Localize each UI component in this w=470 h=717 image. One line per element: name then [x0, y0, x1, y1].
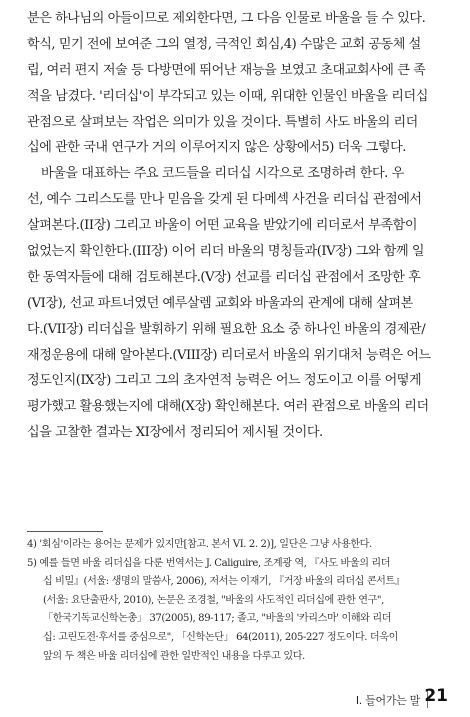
body-line: 다.(VII장) 리더십을 발휘하기 위해 필요한 요소 중 하나인 바울의 경제관/	[27, 321, 426, 337]
body-line: 평가했고 활용했는지에 대해(X장) 확인해본다. 여러 관점으로 바울의 리더	[27, 399, 429, 415]
body-line: 분은 하나님의 아들이므로 제외한다면, 그 다음 인물로 바울을 들 수 있다.	[27, 11, 426, 26]
footnotes	[27, 536, 447, 666]
body-line: 십에 관한 국내 연구가 거의 이루어지지 않은 상황에서5) 더욱 그렇다.	[27, 140, 407, 156]
footnote-line: 앞의 두 책은 바울 리더십에 관한 일반적인 내용을 다루고 있다.	[43, 650, 305, 662]
body-line: 한 동역자들에 대해 검토해본다.(V장) 선교를 리더십 관점에서 조망한 후	[27, 269, 421, 285]
footnote-line: 십: 고린도전·후서를 중심으로", 「신학논단」 64(2011), 205-227 정도이다. 더욱이	[43, 631, 398, 643]
body-line: 바울을 대표하는 주요 코드들을 리더십 시각으로 조명하려 한다. 우	[41, 166, 404, 182]
body-line: 십을 고찰한 결과는 XI장에서 정리되어 제시될 것이다.	[27, 425, 323, 441]
body-line: 학식, 믿기 전에 보여준 그의 열정, 극적인 회심,4) 수많은 교회 공동체 설	[27, 36, 421, 52]
footnote-line: (서울: 요단출판사, 2010), 논문은 조경철, "바울의 사도적인 리더십에 관한 연구",	[43, 594, 384, 606]
body-text	[27, 6, 447, 446]
body-line: 없었는지 확인한다.(III장) 이어 리더 바울의 명칭들과(IV장) 그와 함께 일	[27, 244, 425, 260]
footnote-line: 「한국기독교신학논총」 37(2005), 89-117; 졸고, "바울의 '카리스마' 이해와 리더	[43, 613, 392, 625]
body-line: 적을 남겼다. '리더십'이 부각되고 있는 이때, 위대한 인물인 바울을 리더십	[27, 88, 428, 104]
footnote-line: 4) '회심'이라는 용어는 문제가 있지만[참고. 본서 VI. 2. 2)], 일단은 그냥 사용한다.	[27, 539, 372, 550]
running-footer-chapter: I. 들어가는 말	[355, 694, 420, 707]
footnote-line: 5) 예를 들면 바울 리더십을 다룬 번역서는 J. Caliguire, 조계광 역, 『사도 바울의 리더	[27, 557, 391, 569]
footnote-line: 십 비밀』(서울: 생명의 말씀사, 2006), 저서는 이재기, 『거장 바울의 리더십 콘서트』	[43, 576, 405, 588]
body-line: 살펴본다.(II장) 그리고 바울이 어떤 교육을 받았기에 리더로서 부족함이	[27, 218, 418, 234]
body-line: 선, 예수 그리스도를 만나 믿음을 갖게 된 다메섹 사건을 리더십 관점에서	[27, 192, 422, 208]
body-line: 재정운용에 대해 알아본다.(VIII장) 리더로서 바울의 위기대처 능력은 어느	[27, 347, 431, 363]
footnote-rule	[27, 531, 103, 532]
body-line: 립, 여러 편지 저술 등 다방면에 뛰어난 재능을 보였고 초대교회사에 큰 족	[27, 62, 426, 78]
body-line: 정도인지(IX장) 그리고 그의 초자연적 능력은 어느 정도이고 이를 어떻게	[27, 373, 422, 389]
body-line: 관점으로 살펴보는 작업은 의미가 있을 것이다. 특별히 사도 바울의 리더	[27, 114, 418, 130]
page-number: 21	[424, 686, 448, 706]
body-line: (VI장), 선교 파트너였던 예루살렘 교회와 바울과의 관계에 대해 살펴본	[27, 295, 413, 311]
